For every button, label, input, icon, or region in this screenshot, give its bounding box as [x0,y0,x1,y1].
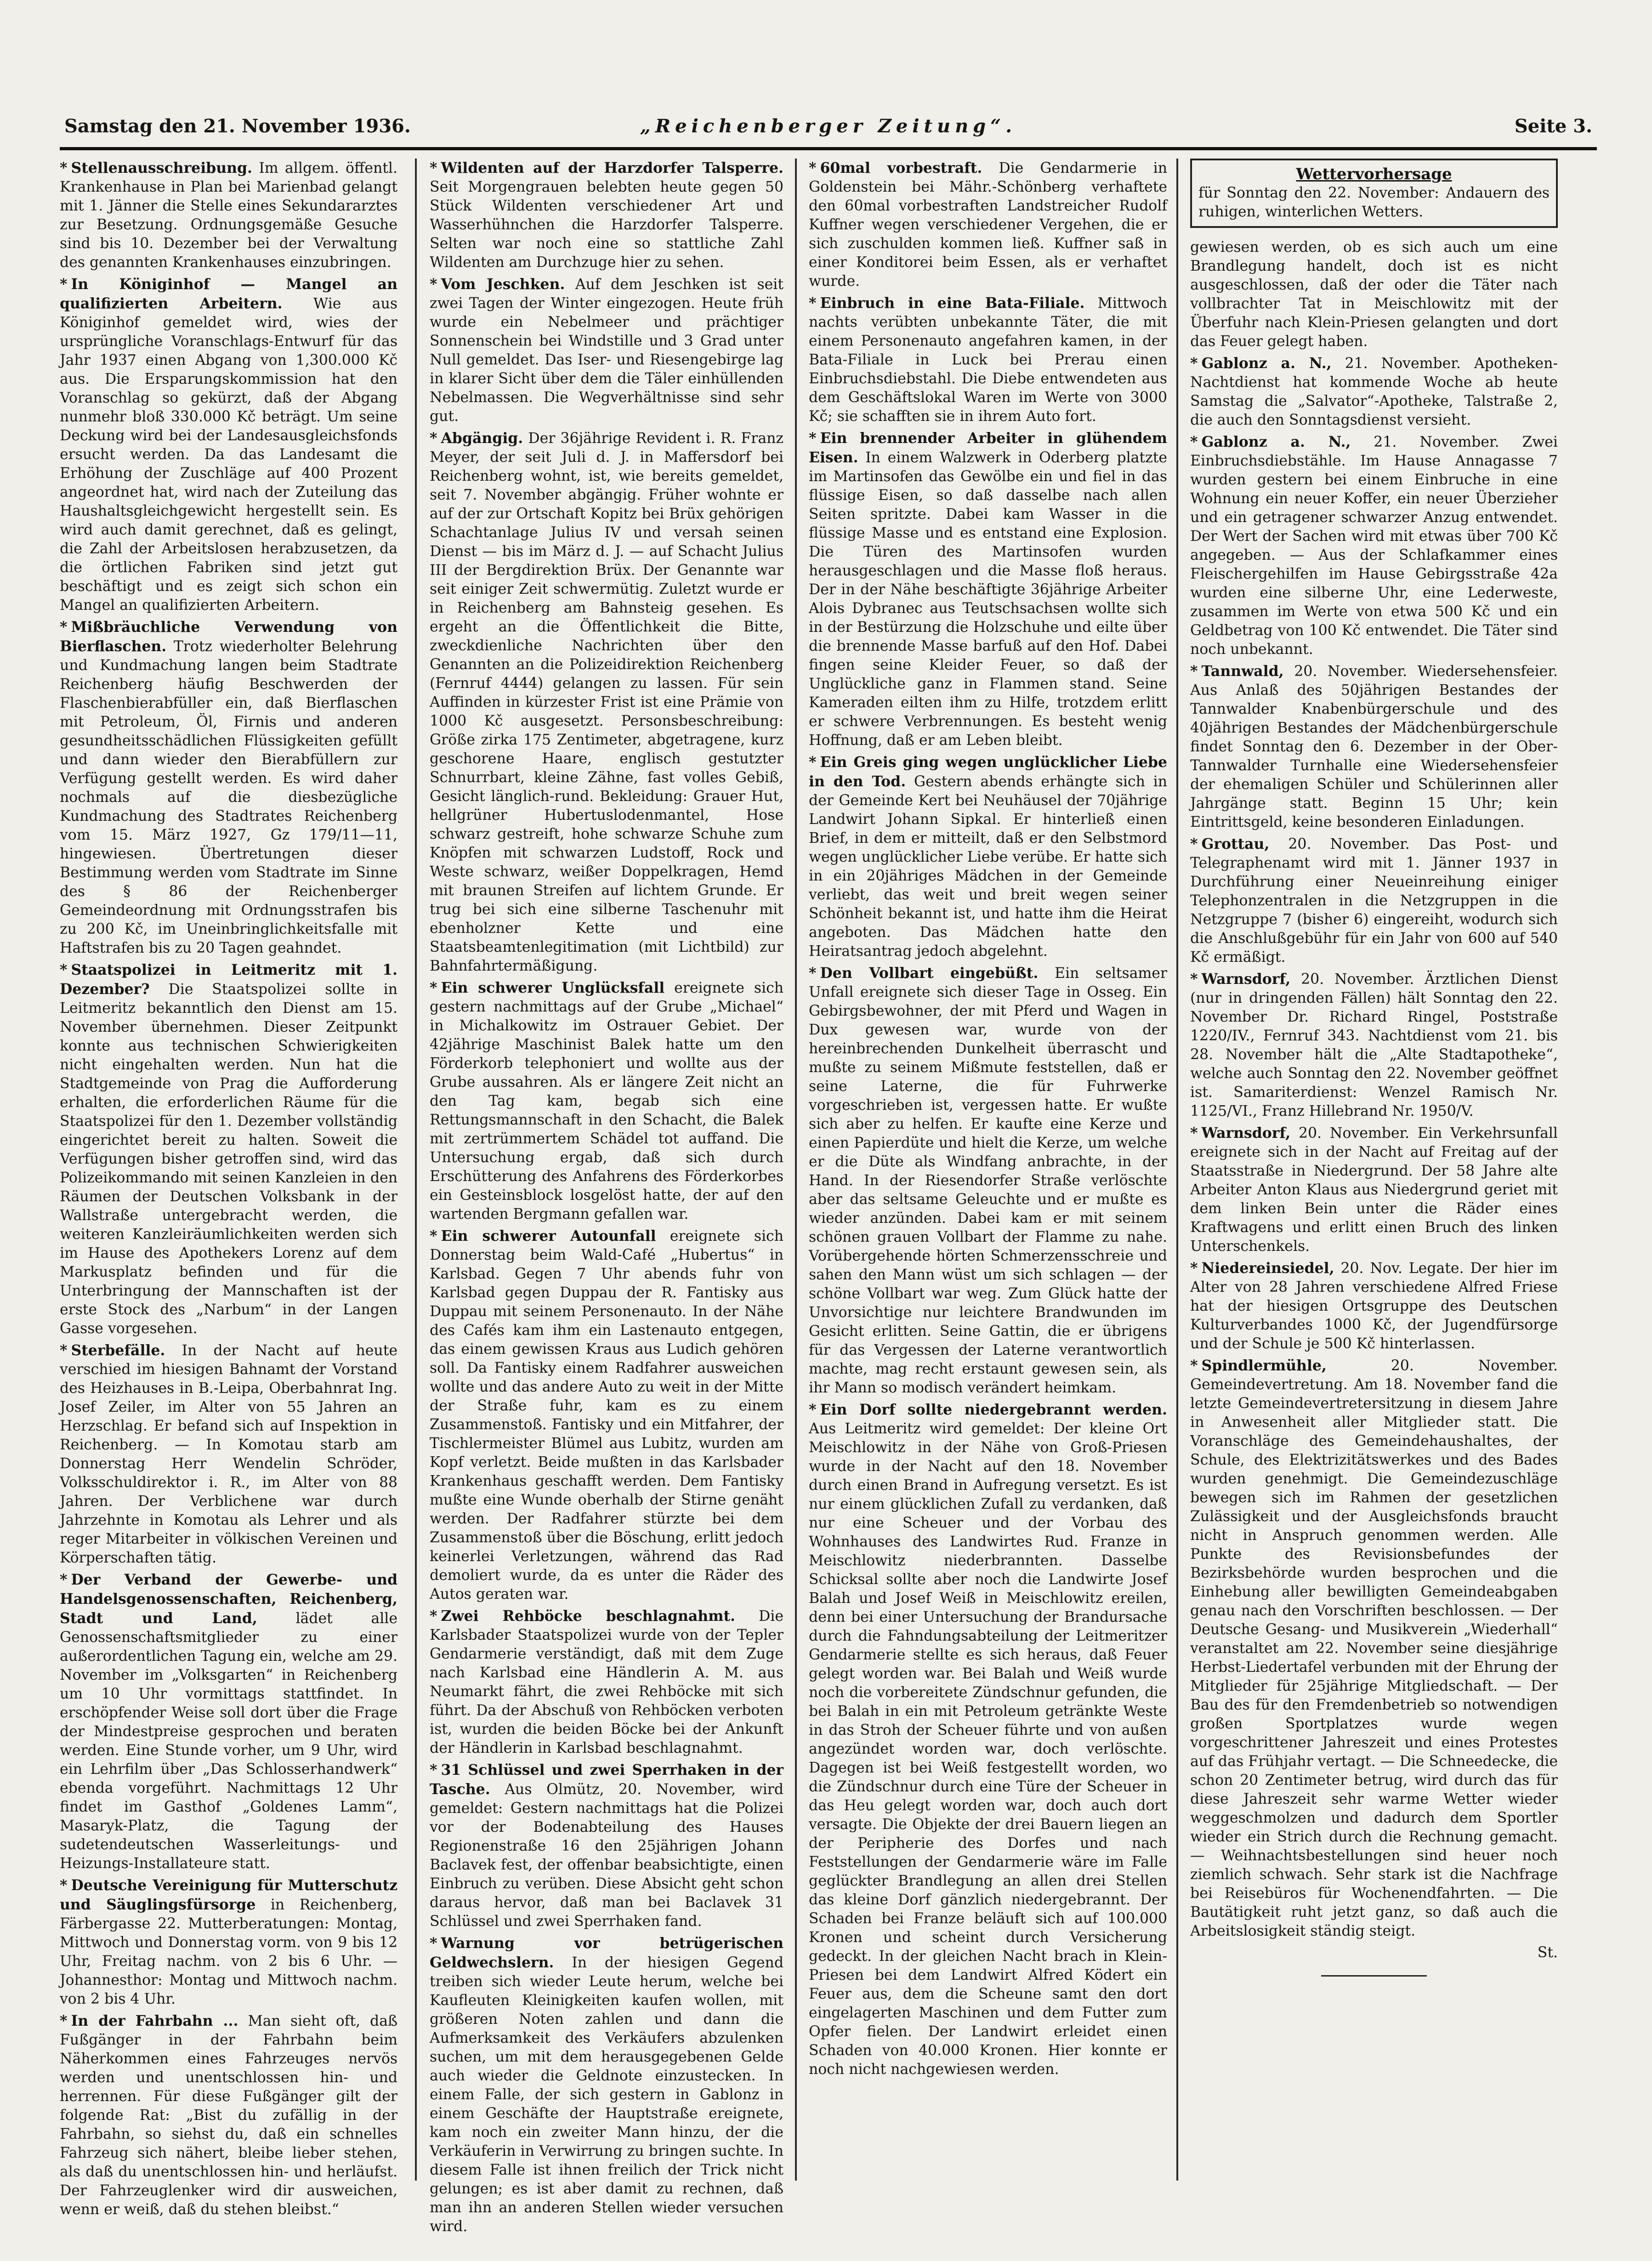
article [60,2011,397,2219]
article-body: Die Gendarmerie in Goldenstein bei Mähr.-Schönberg verhaftete den 60mal vorbestraften Landstreicher Rudolf Kuffner wegen verschiedener Vergehen, die er sich zuschulden kommen ließ. Kuffner saß in einer Konditorei beim Essen, als er verhaftet wurde. [809,160,1168,290]
article-headline: Den Vollbart eingebüßt. [820,965,1039,982]
weather-forecast-box [1190,159,1558,228]
author-signature: St. [1537,1944,1558,1961]
article-headline: Ein Dorf sollte niedergebrannt werden. [820,1401,1167,1418]
article-headline: Der Verband der Gewerbe- und Handelsgenossenschaften, Reichenberg, Stadt und Land, [60,1571,397,1627]
article [1190,835,1558,967]
article-headline: Sterbefälle. [71,1342,165,1359]
article [809,1400,1167,2079]
article-bullet-icon: * [430,276,437,293]
article-headline: Gablonz a. N., [1201,355,1332,372]
page-header [60,113,1597,150]
article [60,960,397,1338]
article-body: Im allgem. öffentl. Krankenhause in Plan bei Marienbad gelangt mit 1. Jänner die Stelle eines Sekundararztes zur Besetzung. Ordnungsgemäße Gesuche sind bis 10. Dezember bei der Verwaltung des genannten Krankenhauses einzubringen. [60,160,398,271]
article [809,294,1167,426]
continued-article-text: gewiesen werden, ob es sich auch um eine Brandlegung handelt, doch ist es nicht ausgeschlossen, daß der oder die Täter nach vollbrachter Tat in Meischlowitz mit der Überfuhr nach Klein-Priesen gelangten und dort das Feuer gelegt haben. [1190,239,1558,350]
article-bullet-icon: * [60,961,68,978]
article-bullet-icon: * [60,276,68,293]
article-headline: Deutsche Vereinigung für Mutterschutz und Säuglingsfürsorge [60,1877,397,1913]
article-body: 20. November. Gemeindevertretung. Am 18. November fand die letzte Gemeindevertretersitzung in diesem Jahre in Anwesenheit aller Mitglieder statt. Die Voranschläge des Gemeindehaushaltes, der Schule, des Elektrizitätswerkes und des Bades wurden genehmigt. Die Gemeindezuschläge bewegen sich im Rahmen der gesetzlichen Zulässigkeit und der Ausgleichsfonds braucht nicht in Anspruch genommen werden. Alle Punkte des Revisionsbefundes der Bezirksbehörde wurden besprochen und die Einhebung aller bewilligten Gemeindeabgaben genau nach den Vorschriften beschlossen. — Der Deutsche Gesang- und Musikverein „Wiederhall“ veranstaltet am 22. November seine diesjährige Herbst-Liedertafel verbunden mit der Ehrung der Mitglieder für 25jährige Mitgliedschaft. — Der Bau des für den Fremdenbetrieb so notwendigen großen Sportplatzes wurde wegen vorgeschrittener Jahreszeit und eines Protestes auf das Frühjahr vertagt. — Die Schneedecke, die schon 20 Zentimeter betrug, wird durch das für diese Jahreszeit sehr warme Wetter wieder weggeschmolzen und dadurch dem Sportler wieder ein Strich durch die Rechnung gemacht. — Weihnachtsbestellungen sind heuer noch ziemlich schwach. Sehr stark ist die Nachfrage bei Reisebüros für Wochenendfahrten. — Die Bautätigkeit ruht jetzt ganz, so daß auch die Arbeitslosigkeit ständig steigt. [1190,1358,1558,1939]
article-bullet-icon: * [809,430,817,447]
article-body: 20. November. Ärztlichen Dienst (nur in dringenden Fällen) hält Sonntag den 22. November Dr. Richard Ringel, Poststraße 1220/IV., Fernruf 343. Nachtdienst vom 21. bis 28. November hält die „Alte Stadtapotheke“, welche auch Sonntag den 22. November geöffnet ist. Samariterdienst: Wenzel Ramisch Nr. 1125/VI., Franz Hillebrand Nr. 1950/V. [1190,971,1558,1119]
article-body: Man sieht oft, daß Fußgänger in der Fahrbahn beim Näherkommen eines Fahrzeuges nervös werden und unentschlossen hin- und herrennen. Für diese Fußgänger gilt der folgende Rat: „Bist du zufällig in der Fahrbahn, so siehst du, daß ein schnelles Fahrzeug sich nähert, bleibe lieber stehen, als daß du unentschlossen hin- und herläufst. Der Fahrzeuglenker wird dir ausweichen, wenn er weiß, daß du stehen bleibst.“ [60,2013,398,2218]
article-headline: 31 Schlüssel und zwei Sperrhaken in der Tasche. [430,1761,783,1798]
article [1190,1124,1558,1256]
article [430,1227,783,1604]
article [809,964,1167,1398]
article [809,429,1167,750]
article-bullet-icon: * [809,754,817,771]
article-headline: Mißbräuchliche Verwendung von Bierflaschen. [60,619,397,655]
article-body: Mittwoch nachts verübten unbekannte Täter, die mit einem Personenauto angefahren kamen, in der Bata-Filiale in Luck bei Prerau einen Einbruchsdiebstahl. Die Diebe entwendeten aus dem Geschäftslokal Waren im Werte von 3000 Kč; sie schafften sie in ihrem Auto fort. [809,295,1167,425]
article [1190,354,1558,430]
article-body: Gestern abends erhängte sich in der Gemeinde Kert bei Neuhäusel der 70jährige Landwirt Johann Sipkal. Er hinterließ einen Brief, in dem er mitteilt, daß er den Selbstmord wegen unglücklicher Liebe verübe. Er hatte sich in ein 20jähriges Mädchen in der Gemeinde verliebt, das weit und breit wegen seiner Schönheit bekannt ist, und hatte ihm die Heirat angeboten. Das Mädchen hatte den Heiratsantrag jedoch abgelehnt. [809,773,1168,960]
article-headline: Ein Greis ging wegen unglücklicher Liebe in den Tod. [809,754,1167,790]
article [809,753,1167,961]
article-headline: Spindlermühle, [1201,1357,1327,1374]
article-body: lädet alle Genossenschaftsmitglieder zu einer außerordentlichen Tagung ein, welche am 29. November im „Volksgarten“ in Reichenberg um 10 Uhr vormittags stattfindet. In erschöpfender Weise soll dort über die Frage der Mindestpreise gesprochen und beraten werden. Eine Stunde vorher, um 9 Uhr, wird ein Lehrfilm über „Das Schlosserhandwerk“ ebenda vorgeführt. Nachmittags 12 Uhr findet im Gasthof „Goldenes Lamm“, Masaryk-Platz, die Tagung der sudetendeutschen Wasserleitungs- und Heizungs-Installateure statt. [60,1610,397,1872]
article [430,159,783,272]
article-headline: Staatspolizei in Leitmeritz mit 1. Dezember? [60,961,397,998]
column-3 [809,159,1167,2190]
article-headline: In der Fahrbahn ... [71,2012,238,2029]
article [60,618,397,958]
article [430,978,783,1224]
article [430,429,783,976]
article-headline: Stellenausschreibung. [71,159,252,176]
article-bullet-icon: * [809,965,817,982]
article-body: 21. November. Zwei Einbruchsdiebstähle. Im Hause Annagasse 7 wurden gestern bei einem Einbruche in eine Wohnung ein neuer Koffer, ein neuer Überzieher und ein getragener schwarzer Anzug entwendet. Der Wert der Sachen wird mit etwas über 700 Kč angegeben. — Aus der Schlafkammer eines Fleischergehilfen im Hause Gebirgsstraße 42a wurden eine silberne Uhr, eine Lederweste, zusammen im Werte von etwa 500 Kč und ein Geldbetrag von 100 Kč entwendet. Die Täter sind noch unbekannt. [1190,434,1558,658]
article-body: in Reichenberg, Färbergasse 22. Mutterberatungen: Montag, Mittwoch und Donnerstag vorm. von 9 bis 12 Uhr, Freitag nachm. von 2 bis 6 Uhr. — Johannesthor: Montag und Mittwoch nachm. von 2 bis 4 Uhr. [60,1897,397,2007]
article-body: ereignete sich gestern nachmittags auf der Grube „Michael“ in Michalkowitz im Ostrauer Gebiet. Der 42jährige Maschinist Balek hatte um den Förderkorb telephoniert und wollte aus der Grube aussahren. Als er längere Zeit nicht an den Tag kam, begab sich eine Rettungsmannschaft in den Schacht, die Balek mit zertrümmertem Schädel tot auffand. Die Untersuchung ergab, daß sich durch Erschütterung des Anfahrens des Förderkorbes ein Gesteinsblock losgelöst hatte, der auf den wartenden Bergmann gefallen war. [430,980,784,1222]
article-headline: Warnung vor betrügerischen Geldwechslern. [430,1935,783,1971]
column-divider [1176,159,1178,2181]
article-body: Aus Leitmeritz wird gemeldet: Der kleine Ort Meischlowitz in der Nähe von Groß-Priesen wurde in der Nacht auf den 18. November durch einen Brand in Aufregung versetzt. Es ist nur einem glücklichen Zufall zu verdanken, daß nur eine Scheuer und der Vorbau des Wohnhauses des Landwirtes Rud. Franze in Meischlowitz niederbrannten. Dasselbe Schicksal sollte aber noch die Landwirte Josef Balah und Josef Weiß in Meischlowitz ereilen, denn bei einer Untersuchung der Brandursache durch die Fahndungsabteilung der Leitmeritzer Gendarmerie stellte es sich heraus, daß Feuer gelegt worden war. Bei Balah und Weiß wurde noch die vorbereitete Zündschnur gefunden, die bei Balah in ein mit Petroleum getränkte Weste in das Stroh der Scheuer führte und von außen angezündet worden war, doch verlöschte. Dagegen ist bei Weiß festgestellt worden, wo die Zündschnur durch eine Türe der Scheuer in das Heu gelegt worden war, doch auch dort versagte. Die Objekte der drei Bauern liegen an der Peripherie des Dorfes und nach Feststellungen der Gendarmerie wäre im Falle geglückter Brandlegung an allen drei Stellen das kleine Dorf gänzlich niedergebrannt. Der Schaden bei Franze beläuft sich auf 100.000 Kronen und scheint durch Versicherung gedeckt. In der gleichen Nacht brach in Klein-Priesen bei dem Landwirt Alfred Ködert ein Feuer aus, dem die Scheune samt den dort eingelagerten Maschinen und dem Futter zum Opfer fielen. Der Landwirt erleidet einen Schaden von 40.000 Kronen. Hier konnte er noch nicht nachgewiesen werden. [809,1420,1167,2078]
article-bullet-icon: * [809,1401,817,1418]
article [60,1341,397,1568]
article-bullet-icon: * [1190,663,1198,680]
article-body: Der 36jährige Revident i. R. Franz Meyer, der seit Juli d. J. in Maffersdorf bei Reichenberg wohnt, ist, wie bereits gemeldet, seit 7. November abgängig. Früher wohnte er auf der zur Ortschaft Kopitz bei Brüx gehörigen Schachtanlage Julius IV und versah seinen Dienst — bis im März d. J. — auf Schacht Julius III der Bergdirektion Brüx. Der Genannte war seit einiger Zeit schwermütig. Zuletzt wurde er in Reichenberg am Bahnsteig gesehen. Es ergeht an die Öffentlichkeit die Bitte, zweckdienliche Nachrichten über den Genannten an die Polizeidirektion Reichenberg (Fernruf 4444) gelangen zu lassen. Für sein Auffinden in kürzester Frist ist eine Prämie von 1000 Kč ausgesetzt. Personsbeschreibung: Größe zirka 175 Zentimeter, abgetragene, kurz geschorene Haare, englisch gestutzter Schnurrbart, kleine Zähne, fast volles Gebiß, Gesicht länglich-rund. Bekleidung: Grauer Hut, hellgrüner Hubertuslodenmantel, Hose schwarz gestreift, hohe schwarze Schuhe zum Knöpfen mit schwarzen Ludstoff, Rock und Weste schwarz, weißer Doppelkragen, Hemd mit braunen Streifen auf lichtem Grunde. Er trug bei sich eine silberne Taschenuhr mit ebenholzner Kette und eine Staatsbeamtenlegitimation (mit Lichtbild) zur Bahnfahrtermäßigung. [430,430,783,974]
article-bullet-icon: * [809,295,817,312]
article [60,159,397,272]
article-headline: Niedereinsiedel, [1201,1260,1334,1277]
article-body: Die Staatspolizei sollte in Leitmeritz bekanntlich den Dienst am 15. November übernehmen. Dieser Zeitpunkt konnte aus technischen Schwierigkeiten nicht eingehalten werden. Nun hat die Stadtgemeinde von Prag die Aufforderung erhalten, die erforderlichen Räume für die Staatspolizei für den 1. Dezember vollständig eingerichtet bereit zu halten. Soweit die Verfügungen bisher getroffen sind, wird das Polizeikommando mit seinen Kanzleien in den Räumen der Deutschen Volksbank in der Wallstraße untergebracht werden, die weiteren Kanzleiräumlichkeiten werden sich im Hause des Apothekers Lorenz auf dem Markusplatz befinden und für die Unterbringung der Mannschaften ist der erste Stock des „Narbum“ in der Langen Gasse vorgesehen. [60,981,397,1337]
article [1190,1356,1558,1941]
article-body: 20. November. Das Post- und Telegraphenamt wird mit 1. Jänner 1937 in Durchführung einer Neueinreihung einiger Telephonzentralen in die Netzgruppen in die Netzgruppe 7 (bisher 6) eingereiht, wodurch sich die Anschlußgebühr für ein Jahr von 600 auf 540 Kč ermäßigt. [1190,836,1558,966]
article-body: In der hiesigen Gegend treiben sich wieder Leute herum, welche bei Kaufleuten Kleinigkeiten kaufen wollen, mit größeren Noten zahlen und dann die Aufmerksamkeit des Verkäufers abzulenken suchen, um mit dem herausgegebenen Gelde auch wieder die Geldnote einzustecken. In einem Falle, der sich gestern in Gablonz in einem Geschäfte der Hauptstraße ereignete, kam noch ein zweiter Mann hinzu, der die Verkäuferin in Verwirrung zu bringen suchte. In diesem Falle ist ihnen freilich der Trick nicht gelungen; es ist aber damit zu rechnen, daß man ihn an anderen Stellen wieder versuchen wird. [430,1954,783,2235]
article-bullet-icon: * [1190,433,1198,450]
article-headline: In Königinhof — Mangel an qualifizierten Arbeitern. [60,276,397,312]
column-divider [415,159,417,2181]
article-body: 20. November. Wiedersehensfeier. Aus Anlaß des 50jährigen Bestandes der Tannwalder Knabenbürgerschule und des 40jährigen Bestandes der Mädchenbürgerschule findet Sonntag den 6. Dezember in der Ober-Tannwalder Turnhalle eine Wiedersehensfeier der ehemaligen Schüler und Schülerinnen aller Jahrgänge statt. Beginn 15 Uhr; kein Eintrittsgeld, keine besonderen Einladungen. [1190,663,1558,830]
article-bullet-icon: * [430,1935,437,1952]
article-headline: Warnsdorf, [1201,971,1291,988]
article-bullet-icon: * [430,430,437,447]
article [60,1876,397,2009]
article-body: Ein seltsamer Unfall ereignete sich dieser Tage in Osseg. Ein Gebirgsbewohner, der mit Pferd und Wagen in Dux gewesen war, wurde von der hereinbrechenden Dunkelheit überrascht und mußte zu seinem Mißmute feststellen, daß er seine Laterne, die für Fuhrwerke vorgeschrieben ist, vergessen hatte. Er wußte sich aber zu helfen. Er kaufte eine Kerze und einen Papierdüte und hielt die Kerze, um welche er die Düte als Windfang anbrachte, in der Hand. In der Riesendorfer Straße verlöschte aber das seltsame Geleuchte und er mußte es wieder anzünden. Dabei kam er mit seinem schönen grauen Vollbart der Flamme zu nahe. Vorübergehende hörten Schmerzensschreie und sahen den Mann wüst um sich schlagen — der schöne Vollbart war weg. Zum Glück hatte der Unvorsichtige nur leichtere Brandwunden im Gesicht erlitten. Seine Gattin, die er übrigens für das Vergessen der Laterne verantwortlich machte, mag recht erstaunt gewesen sein, als ihr Mann so modisch verändert heimkam. [809,965,1167,1396]
article-headline: Vom Jeschken. [441,276,565,293]
article-bullet-icon: * [1190,1260,1198,1277]
article-bullet-icon: * [60,159,68,176]
article [809,159,1167,291]
article [430,1607,783,1758]
article-bullet-icon: * [60,1342,68,1359]
article-headline: Einbruch in eine Bata-Filiale. [820,295,1085,312]
article [1190,970,1558,1121]
article [1190,662,1558,832]
article-body: Seit Morgengrauen belebten heute gegen 50 Stück Wildenten verschiedener Art und Wasserhühnchen die Harzdorfer Talsperre. Selten war noch eine so stattliche Zahl Wildenten am Durchzuge hier zu sehen. [430,179,783,271]
article-body: Aus Olmütz, 20. November, wird gemeldet: Gestern nachmittags hat die Polizei vor der Bodenabteilung des Hauses Regionenstraße 16 den 25jährigen Johann Baclavek fest, der offenbar beabsichtigte, einen Einbruch zu verüben. Diese Absicht geht schon daraus hervor, daß man bei Baclavek 31 Schlüssel und zwei Sperrhaken fand. [430,1781,783,1930]
article [430,1934,783,2236]
weather-title: Wettervorhersage [1296,165,1452,183]
article-bullet-icon: * [60,619,68,636]
header-date: Samstag den 21. November 1936. [64,115,411,137]
article-headline: Zwei Rehböcke beschlagnahmt. [441,1608,736,1625]
column-1 [60,159,398,2218]
article-body: Auf dem Jeschken ist seit zwei Tagen der Winter eingezogen. Heute früh wurde ein Nebelmeer und prächtiger Sonnenschein bei Windstille und 3 Grad unter Null gemeldet. Das Iser- und Riesengebirge lag in klarer Sicht über dem die Täler einhüllenden Nebelmassen. Die Wegverhältnisse sind sehr gut. [430,276,783,425]
article-bullet-icon: * [60,1571,68,1588]
article-body: In der Nacht auf heute verschied im hiesigen Bahnamt der Vorstand des Heizhauses in B.-Leipa, Oberbahnrat Ing. Josef Zeiler, im Alter von 55 Jahren an Herzschlag. Er befand sich auf Inspektion in Reichenberg. — In Komotau starb am Donnerstag Herr Wendelin Schröder, Volksschuldirektor i. R., im Alter von 88 Jahren. Der Verblichene war durch Jahrzehnte in Komotau als Lehrer und als reger Mitarbeiter in völkischen Vereinen und Körperschaften tätig. [60,1342,397,1566]
column-2 [430,159,784,2235]
article-bullet-icon: * [1190,835,1198,852]
article-bullet-icon: * [430,159,437,176]
column-divider [795,159,797,2181]
article-headline: Ein schwerer Autounfall [441,1227,656,1244]
article-headline: Ein brennender Arbeiter in glühendem Eisen. [809,430,1167,466]
article [60,1570,397,1873]
article-body: Wie aus Königinhof gemeldet wird, wies der ursprüngliche Voranschlags-Entwurf für das Jahr 1937 einen Abgang von 1,300.000 Kč aus. Die Ersparungskommission hat den Voranschlag so gekürzt, daß der Abgang nunmehr bloß 330.000 Kč beträgt. Um seine Deckung wird bei der Landesausgleichsfonds ersucht werden. Da das Landesamt die Erhöhung der Zuschläge auf 400 Prozent angeordnet hat, wird nach der Zuteilung das Haushaltsgleichgewicht hergestellt sein. Es wird auch damit gerechnet, daß es gelingt, die Zahl der Arbeitslosen herabzusetzen, da die örtlichen Fabriken sind jetzt gut beschäftigt und es zeigt sich schon ein Mangel an qualifizierten Arbeitern. [60,295,397,614]
article-bullet-icon: * [60,1877,68,1894]
end-rule [1321,1975,1427,1977]
article [1190,432,1558,659]
article [60,275,397,615]
article-body: 21. November. Apotheken-Nachtdienst hat kommende Woche ab heute Samstag die „Salvator“-Apotheke, Talstraße 2, die auch den Sonntagsdienst versieht. [1190,355,1558,428]
article-headline: Grottau, [1201,835,1270,852]
article [1190,1259,1558,1353]
article-bullet-icon: * [1190,1125,1198,1142]
article-body: ereignete sich Donnerstag beim Wald-Café „Hubertus“ in Karlsbad. Gegen 7 Uhr abends fuhr von Karlsbad gegen Duppau der R. Fantisky aus Duppau mit seinem Personenauto. In der Nähe des Cafés kam ihm ein Lastenauto entgegen, das einem gewissen Kraus aus Ludich gehören soll. Da Fantisky einem Radfahrer ausweichen wollte und das andere Auto zu weit in der Mitte der Straße fuhr, kam es zu einem Zusammenstoß. Fantisky und ein Mitfahrer, der Tischlermeister Blümel aus Lubitz, wurden am Kopf verletzt. Beide mußten in das Karlsbader Krankenhaus geschafft werden. Dem Fantisky mußte eine Wunde oberhalb der Stirne genäht werden. Der Radfahrer stürzte bei dem Zusammenstoß über die Böschung, erlitt jedoch keinerlei Verletzungen, während das Rad demoliert wurde, da es unter die Räder des Autos geraten war. [430,1228,783,1602]
article-headline: Ein schwerer Unglücksfall [441,979,665,996]
article-bullet-icon: * [430,1608,437,1625]
article-headline: Gablonz a. N., [1201,433,1351,450]
article-body: 20. Nov. Legate. Der hier im Alter von 28 Jahren verschiedene Alfred Friese hat der hiesigen Ortsgruppe des Deutschen Kulturverbandes 1000 Kč, der Jugendfürsorge und der Schule je 500 Kč hinterlassen. [1190,1260,1558,1352]
article-headline: Wildenten auf der Harzdorfer Talsperre. [441,159,783,176]
article-bullet-icon: * [1190,355,1198,372]
column-4 [1190,159,1558,2190]
article-bullet-icon: * [809,159,817,176]
article-headline: Tannwald, [1201,663,1284,680]
article-bullet-icon: * [60,2012,68,2029]
article-headline: 60mal vorbestraft. [820,159,982,176]
article-bullet-icon: * [1190,1357,1198,1374]
article-bullet-icon: * [430,1761,437,1778]
page-number: Seite 3. [1514,115,1592,137]
article-body: Trotz wiederholter Belehrung und Kundmachung langen beim Stadtrate Reichenberg häufig Beschwerden der Flaschenbierabfüller ein, daß Bierflaschen mit Petroleum, Öl, Firnis und anderen gesundheitsschädlichen Flüssigkeiten gefüllt und dann wieder den Bierabfüllern zur Verfügung gestellt werden. Es wird daher nochmals auf die diesbezügliche Kundmachung des Stadtrates Reichenberg vom 15. März 1927, Gz 179/11—11, hingewiesen. Übertretungen dieser Bestimmung werden vom Stadtrate im Sinne des § 86 der Reichenberger Gemeindeordnung mit Ordnungsstrafen bis zu 200 Kč, im Uneinbringlichkeitsfalle mit Haftstrafen bis zu 20 Tagen geahndet. [60,638,397,956]
article-bullet-icon: * [1190,971,1198,988]
article-bullet-icon: * [430,1227,437,1244]
article-headline: Abgängig. [441,430,523,447]
newspaper-title: „Reichenberger Zeitung“. [640,115,1017,137]
article-body: Die Karlsbader Staatspolizei wurde von der Tepler Gendarmerie verständigt, daß mit dem Zuge nach Karlsbad eine Händlerin A. M. aus Neumarkt fährt, die zwei Rehböcke mit sich führt. Da der Abschuß von Rehböcken verboten ist, wurden die beiden Böcke bei der Ankunft der Händlerin in Karlsbad beschlagnahmt. [430,1608,783,1756]
column-4-articles [1190,354,1558,1941]
article-headline: Warnsdorf, [1201,1125,1291,1142]
article-body: 20. November. Ein Verkehrsunfall ereignete sich in der Nacht auf Freitag auf der Staatsstraße in Niedergrund. Der 58 Jahre alte Arbeiter Anton Klaus aus Niedergrund geriet mit dem linken Bein unter die Räder eines Kraftwagens und erlitt einen Bruch des linken Unterschenkels. [1190,1125,1558,1255]
article [430,1761,783,1931]
article-bullet-icon: * [430,979,437,996]
weather-text: für Sonntag den 22. November: Andauern des ruhigen, winterlichen Wetters. [1198,185,1550,220]
article-body: In einem Walzwerk in Oderberg platzte im Martinsofen das Gewölbe ein und fiel in das flüssige Eisen, so daß dasselbe nach allen Seiten spritzte. Dabei kam Wasser in die flüssige Masse und es entstand eine Explosion. Die Türen des Martinsofen wurden herausgeschlagen und die Masse floß heraus. Der in der Nähe beschäftigte 36jährige Arbeiter Alois Dybranec aus Teutschsachsen wollte sich in der Bestürzung die Holzschuhe und eilte über die brennende Masse barfuß auf den Hof. Dabei fingen seine Kleider Feuer, so daß der Unglückliche ganz in Flammen stand. Seine Kameraden eilten ihm zu Hilfe, trotzdem erlitt er schwere Verbrennungen. Es besteht wenig Hoffnung, daß er am Leben bleibt. [809,449,1167,749]
article [430,275,783,426]
